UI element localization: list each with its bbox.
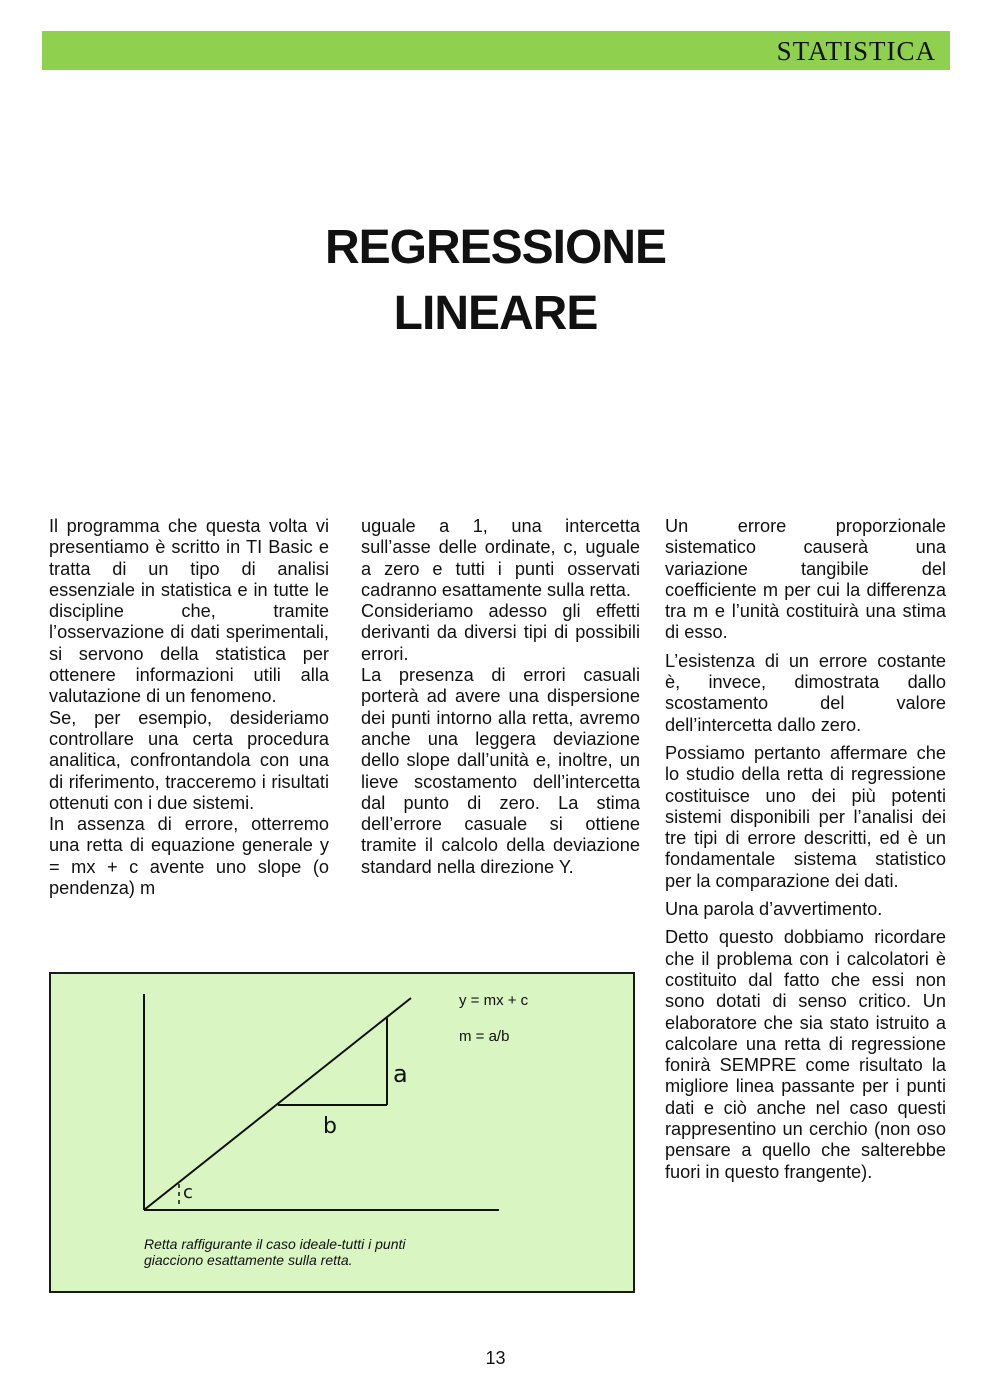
- text-column-1: [49, 516, 329, 899]
- equation-label: y = mx + c: [459, 992, 529, 1009]
- section-header-band: [42, 31, 950, 70]
- paragraph: Una parola d’avvertimento.: [665, 899, 883, 920]
- slope-formula-label: m = a/b: [459, 1028, 510, 1045]
- paragraph: L’esistenza di un errore costante è, invece, dimostrata dallo scostamento del valore dell’intercetta dallo zero.: [665, 650, 946, 735]
- text-column-2: [361, 516, 640, 878]
- page-title-line-1: REGRESSIONE: [324, 221, 667, 274]
- paragraph: In assenza di errore, otterremo una retta di equazione generale y = mx + c avente uno slope (o pendenza) m: [49, 814, 329, 899]
- intercept-label-c: c: [183, 1182, 193, 1203]
- paragraph: Detto questo dobbiamo ricordare che il problema con i calcolatori è costituito dal fatto che essi non sono dotati di senso critico. Un elaboratore che sia stato istruito a calcolare una retta di regressione fonirà SEMPRE come risultato la migliore linea passante per i punti dati e ciò anche nel caso questi rappresentino un cerchio (non oso pensare a quello che salterebbe fuori in questo frangente).: [665, 927, 946, 1182]
- figure-caption: Retta raffigurante il caso ideale-tutti i punti giacciono esattamente sulla retta.: [144, 1236, 406, 1268]
- run-label-b: b: [323, 1114, 337, 1139]
- section-label: STATISTICA: [776, 36, 936, 66]
- paragraph: uguale a 1, una intercetta sull’asse delle ordinate, c, uguale a zero e tutti i punti osservati cadranno esattamente sulla retta.: [361, 516, 640, 600]
- paragraph: Un errore proporzionale sistematico causerà una variazione tangibile del coefficiente m per cui la differenza tra m e l’unità costituirà una stima di esso.: [665, 516, 946, 643]
- regression-figure: [49, 972, 635, 1293]
- page-number: 13: [485, 1348, 506, 1368]
- paragraph: Consideriamo adesso gli effetti derivanti da diversi tipi di possibili errori.: [361, 601, 640, 664]
- rise-label-a: a: [393, 1060, 408, 1088]
- paragraph: Possiamo pertanto affermare che lo studio della retta di regressione costituisce uno dei più potenti sistemi disponibili per l’analisi dei tre tipi di errore descritti, ed è un fondamentale sistema statistico per la comparazione dei dati.: [665, 742, 946, 891]
- paragraph: Il programma che questa volta vi presentiamo è scritto in TI Basic e tratta di un tipo di analisi essenziale in statistica e in tutte le discipline che, tramite l’osservazione di dati sperimentali, si servono della statistica per ottenere informazioni utili alla valutazione di un fenomeno.: [49, 516, 329, 707]
- text-column-3: [665, 516, 946, 1190]
- page-title-line-2: LINEARE: [393, 287, 598, 340]
- paragraph: La presenza di errori casuali porterà ad avere una dispersione dei punti intorno alla retta, avremo anche una leggera deviazione dello slope dall’unità e, inoltre, un lieve scostamento dell’intercetta dal punto di zero. La stima dell’errore casuale si ottiene tramite il calcolo della deviazione standard nella direzione Y.: [361, 665, 640, 877]
- paragraph: Se, per esempio, desideriamo controllare una certa procedura analitica, confrontandola con una di riferimento, tracceremo i risultati ottenuti con i due sistemi.: [49, 707, 329, 813]
